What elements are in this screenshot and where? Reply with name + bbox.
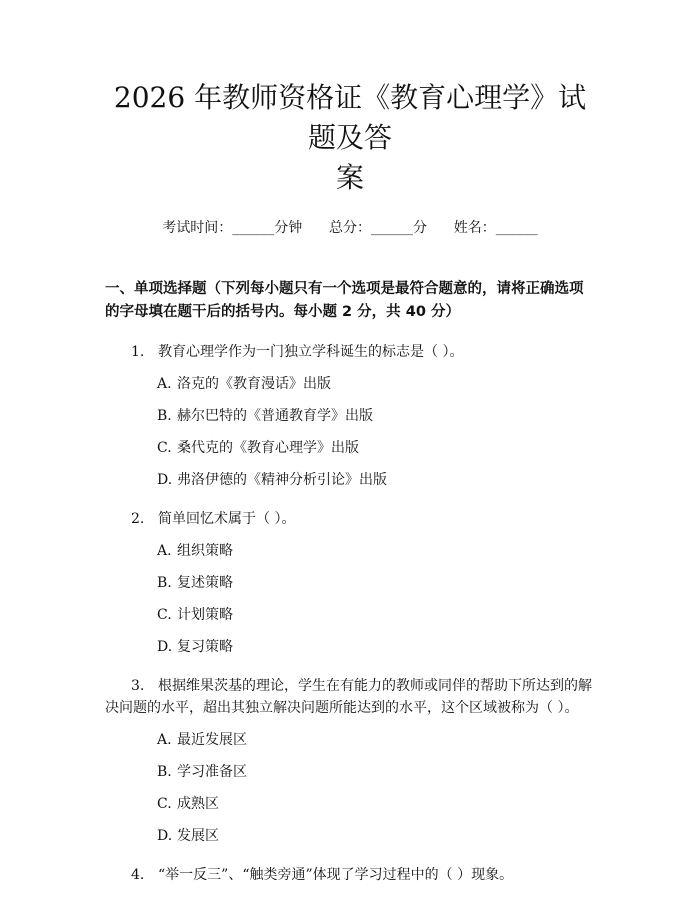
title-line-1: 2026 年教师资格证《教育心理学》试题及答	[113, 81, 587, 154]
option-text: 最近发展区	[177, 732, 247, 748]
question-3	[105, 675, 595, 719]
option-text: 计划策略	[177, 607, 233, 623]
title-line-2: 案	[335, 161, 364, 194]
question-number: 4.	[131, 867, 145, 883]
option-text: 复述策略	[177, 575, 233, 591]
option-key: B.	[157, 408, 172, 424]
option-b	[105, 572, 595, 594]
option-text: 弗洛伊德的《精神分析引论》出版	[177, 472, 387, 488]
question-4	[105, 864, 595, 886]
option-key: D.	[157, 639, 173, 655]
option-c	[105, 437, 595, 459]
option-text: 洛克的《教育漫话》出版	[177, 376, 331, 392]
option-text: 组织策略	[177, 543, 233, 559]
option-text: 复习策略	[177, 639, 233, 655]
option-key: C.	[157, 440, 172, 456]
question-number: 3.	[131, 678, 145, 694]
option-key: D.	[157, 828, 173, 844]
question-number: 1.	[131, 344, 145, 360]
option-d	[105, 636, 595, 658]
option-key: A.	[157, 732, 172, 748]
question-stem: 简单回忆术属于（ ）。	[158, 511, 296, 527]
option-text: 学习准备区	[177, 764, 247, 780]
question-2	[105, 508, 595, 530]
option-b	[105, 405, 595, 427]
option-c	[105, 604, 595, 626]
option-key: B.	[157, 575, 172, 591]
option-text: 桑代克的《教育心理学》出版	[177, 440, 359, 456]
option-key: B.	[157, 764, 172, 780]
question-stem: 教育心理学作为一门独立学科诞生的标志是（ ）。	[158, 344, 464, 360]
question-stem: “举一反三”、“触类旁通”体现了学习过程中的（ ）现象。	[158, 867, 514, 883]
section-heading: 一、单项选择题（下列每小题只有一个选项是最符合题意的，请将正确选项的字母填在题干后的括号内。每小题 2 分，共 40 分）	[105, 281, 584, 320]
option-text: 发展区	[177, 828, 219, 844]
option-c	[105, 793, 595, 815]
option-key: C.	[157, 607, 172, 623]
option-key: A.	[157, 376, 172, 392]
option-d	[105, 825, 595, 847]
option-b	[105, 761, 595, 783]
exam-meta-line: 考试时间：______分钟 总分：______分 姓名：______	[162, 220, 538, 236]
question-1	[105, 341, 595, 363]
option-key: C.	[157, 796, 172, 812]
question-number: 2.	[131, 511, 145, 527]
option-a	[105, 373, 595, 395]
page-title	[105, 78, 595, 198]
option-key: A.	[157, 543, 172, 559]
option-key: D.	[157, 472, 173, 488]
option-text: 成熟区	[177, 796, 219, 812]
option-d	[105, 469, 595, 491]
question-stem: 根据维果茨基的理论，学生在有能力的教师或同伴的帮助下所达到的解决问题的水平，超出其独立解决问题所能达到的水平，这个区域被称为（ ）。	[105, 678, 592, 716]
option-text: 赫尔巴特的《普通教育学》出版	[177, 408, 373, 424]
option-a	[105, 540, 595, 562]
option-a	[105, 729, 595, 751]
